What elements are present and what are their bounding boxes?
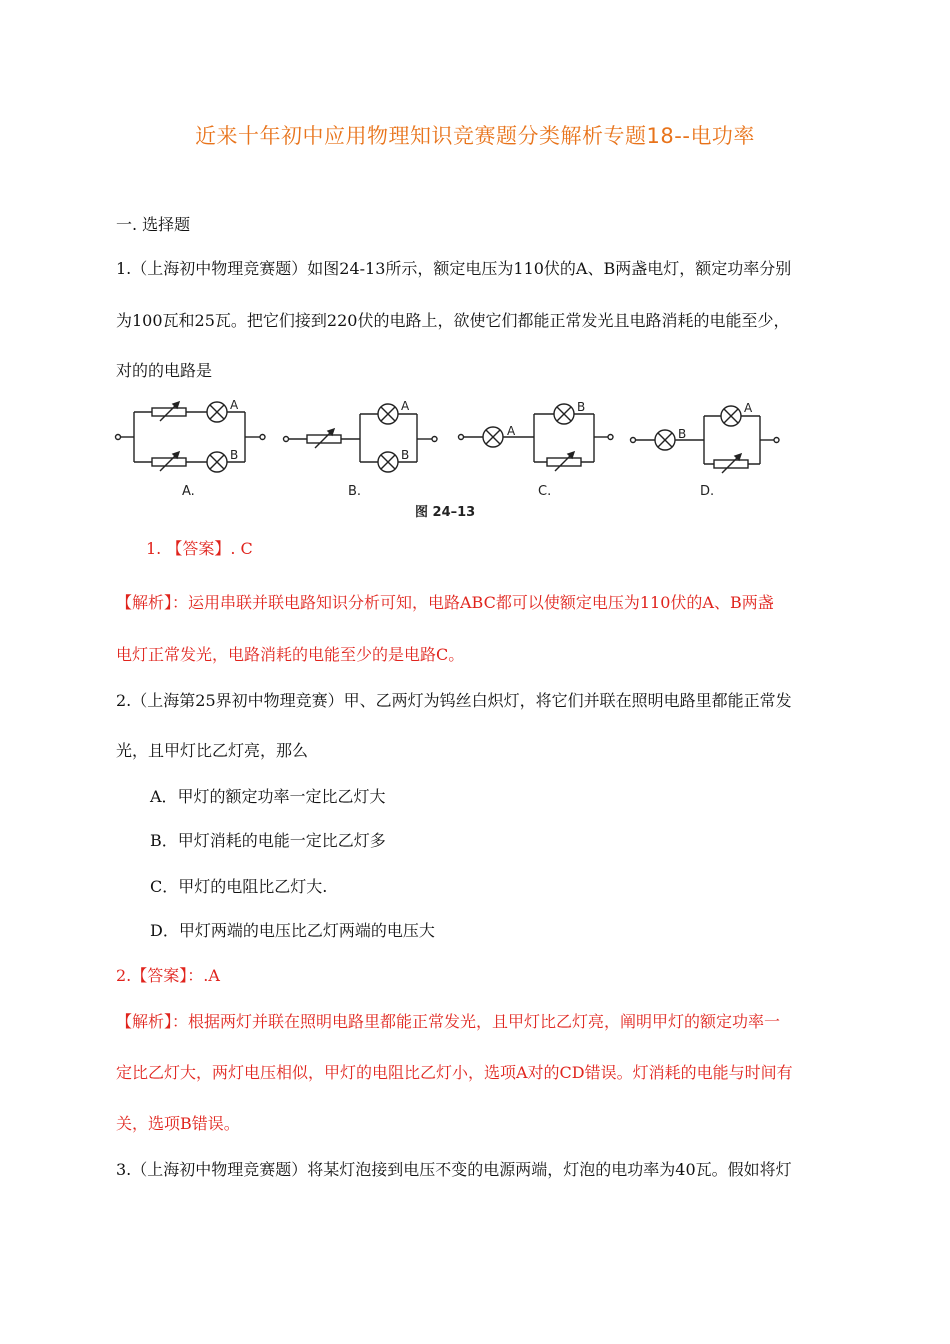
q1-line-1: 1.（上海初中物理竞赛题）如图24-13所示，额定电压为110伏的A、B两盏电灯，额定功率分别 bbox=[116, 259, 792, 278]
circuit-d-label-lamp-b: B bbox=[678, 427, 687, 441]
circuit-b-label-lamp-b: B bbox=[401, 448, 410, 462]
q2-analysis-line-2: 定比乙灯大，两灯电压相似，甲灯的电阻比乙灯小，选项A对的CD错误。灯消耗的电能与时间有 bbox=[116, 1063, 793, 1082]
q2-option-b: B．甲灯消耗的电能一定比乙灯多 bbox=[150, 831, 386, 850]
option-label-d: D. bbox=[700, 484, 715, 499]
q1-line-2: 为100瓦和25瓦。把它们接到220伏的电路上，欲使它们都能正常发光且电路消耗的电能至少， bbox=[116, 311, 790, 330]
circuit-d bbox=[631, 406, 780, 473]
circuit-a bbox=[116, 402, 266, 472]
q1-answer: 1. 【答案】. C bbox=[146, 539, 253, 558]
circuit-b bbox=[284, 404, 438, 472]
circuit-b-label-lamp-a: A bbox=[401, 399, 410, 413]
q2-answer: 2.【答案】：.A bbox=[116, 966, 220, 985]
circuit-c bbox=[459, 404, 614, 471]
q2-line-1: 2.（上海第25界初中物理竞赛）甲、乙两灯为钨丝白炽灯，将它们并联在照明电路里都能正常发 bbox=[116, 691, 792, 710]
q1-line-3: 对的的电路是 bbox=[116, 361, 213, 380]
option-label-b: B. bbox=[348, 484, 362, 499]
section-heading: 一. 选择题 bbox=[116, 215, 191, 234]
circuit-a-label-lamp-a: A bbox=[230, 398, 239, 412]
q2-analysis-line-1: 【解析】：根据两灯并联在照明电路里都能正常发光，且甲灯比乙灯亮，阐明甲灯的额定功率一 bbox=[116, 1012, 781, 1031]
option-label-c: C. bbox=[538, 484, 552, 499]
option-label-a: A. bbox=[182, 484, 195, 499]
circuit-a-label-lamp-b: B bbox=[230, 448, 239, 462]
page-title: 近来十年初中应用物理知识竞赛题分类解析专题18--电功率 bbox=[195, 124, 755, 148]
q2-option-a: A．甲灯的额定功率一定比乙灯大 bbox=[150, 787, 386, 806]
figure-caption: 图 24–13 bbox=[415, 505, 476, 520]
circuit-c-label-lamp-b: B bbox=[577, 400, 586, 414]
circuit-d-label-lamp-a: A bbox=[744, 401, 753, 415]
q2-option-d: D．甲灯两端的电压比乙灯两端的电压大 bbox=[150, 921, 435, 940]
q2-analysis-line-3: 关，选项B错误。 bbox=[116, 1114, 240, 1133]
q1-analysis-line-2: 电灯正常发光，电路消耗的电能至少的是电路C。 bbox=[116, 645, 465, 664]
q3-line-1: 3.（上海初中物理竞赛题）将某灯泡接到电压不变的电源两端，灯泡的电功率为40瓦。假如将灯 bbox=[116, 1160, 792, 1179]
circuit-c-label-lamp-a: A bbox=[507, 424, 516, 438]
q2-option-c: C．甲灯的电阻比乙灯大. bbox=[150, 877, 328, 896]
circuit-figure bbox=[112, 390, 792, 525]
q1-analysis-line-1: 【解析】：运用串联并联电路知识分析可知，电路ABC都可以使额定电压为110伏的A、B两盏 bbox=[116, 593, 774, 612]
q2-line-2: 光，且甲灯比乙灯亮，那么 bbox=[116, 741, 309, 760]
